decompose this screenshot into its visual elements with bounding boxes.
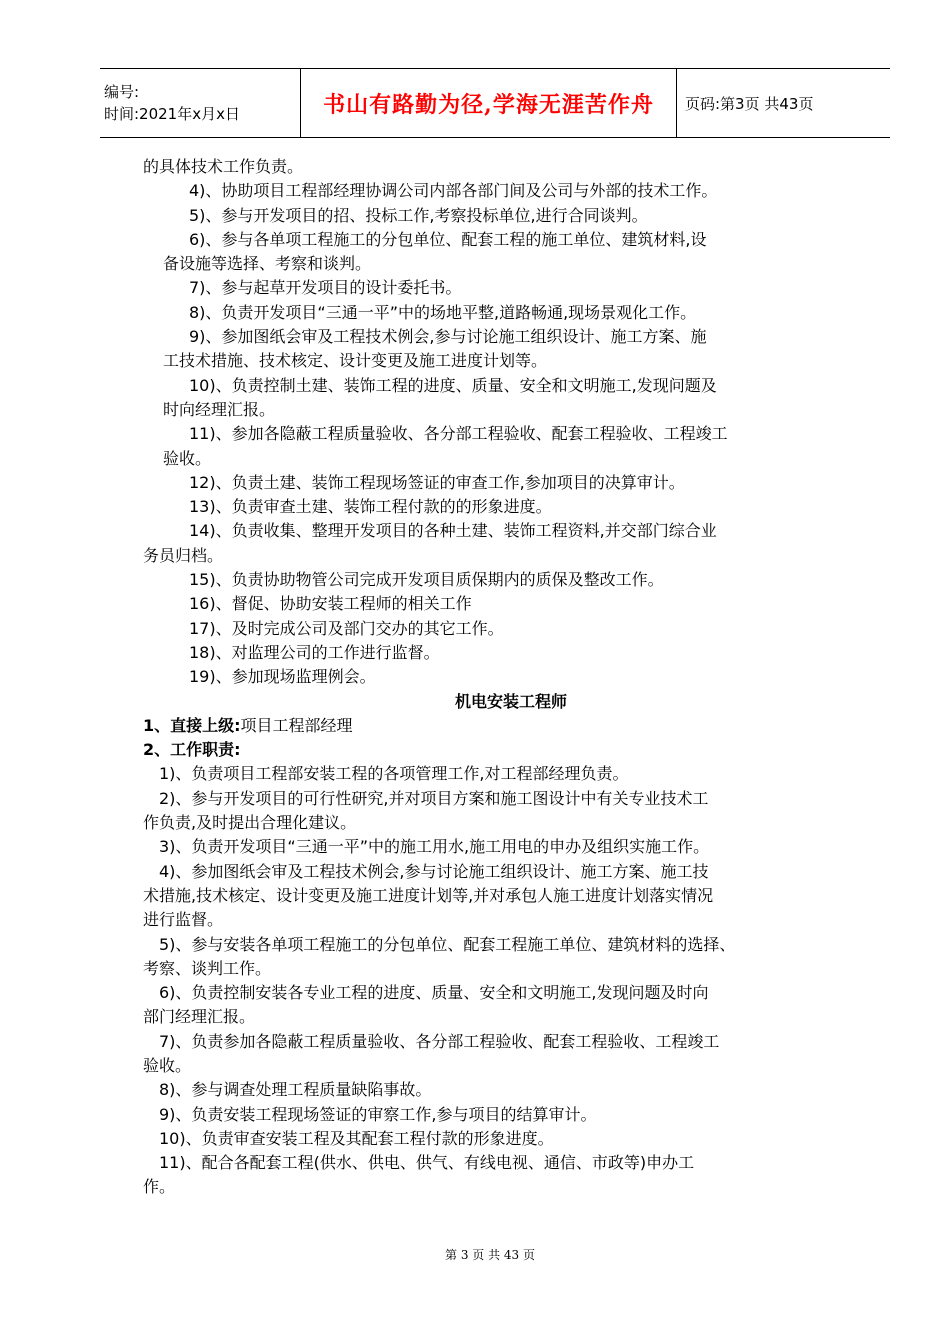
superior-value: 项目工程部经理 <box>240 715 353 735</box>
duty-item: 10)、负责控制土建、装饰工程的进度、质量、安全和文明施工,发现问题及 <box>189 375 717 395</box>
duty-item: 2)、参与开发项目的可行性研究,并对项目方案和施工图设计中有关专业技术工 <box>159 788 709 808</box>
superior-line <box>143 714 859 738</box>
motto-text: 书山有路勤为径,学海无涯苦作舟 <box>323 91 654 118</box>
duty-item: 17)、及时完成公司及部门交办的其它工作。 <box>189 618 504 638</box>
header-motto <box>301 69 677 137</box>
page-number-label: 页码:第3页 共43页 <box>685 94 814 113</box>
duty-item-continuation: 时向经理汇报。 <box>163 399 276 419</box>
duty-item: 13)、负责审查土建、装饰工程付款的的形象进度。 <box>189 497 552 517</box>
duty-item-continuation: 验收。 <box>163 448 212 468</box>
duty-item: 6)、负责控制安装各专业工程的进度、质量、安全和文明施工,发现问题及时向 <box>159 983 709 1003</box>
duty-item-continuation: 部门经理汇报。 <box>143 1007 256 1027</box>
duty-item-continuation: 作负责,及时提出合理化建议。 <box>143 813 357 833</box>
duty-item: 15)、负责协助物管公司完成开发项目质保期内的质保及整改工作。 <box>189 570 664 590</box>
section-title: 机电安装工程师 <box>454 691 567 711</box>
duty-item: 9)、负责安装工程现场签证的审察工作,参与项目的结算审计。 <box>159 1104 597 1124</box>
document-number-label: 编号: <box>104 83 140 101</box>
duty-item: 7)、参与起草开发项目的设计委托书。 <box>189 278 462 298</box>
header-page-info <box>677 69 890 137</box>
page-header <box>100 68 890 138</box>
duty-item-continuation: 作。 <box>143 1177 176 1197</box>
duty-item: 5)、参与开发项目的招、投标工作,考察投标单位,进行合同谈判。 <box>189 205 648 225</box>
duty-item-continuation: 备设施等选择、考察和谈判。 <box>163 254 372 274</box>
document-time-label: 时间:2021年x月x日 <box>104 105 240 123</box>
superior-label: 1、直接上级: <box>143 715 241 735</box>
duty-item: 8)、负责开发项目“三通一平”中的场地平整,道路畅通,现场景观化工作。 <box>189 302 697 322</box>
header-meta <box>100 69 301 137</box>
duty-item-continuation: 验收。 <box>143 1055 192 1075</box>
duty-item-continuation: 考察、谈判工作。 <box>143 958 272 978</box>
duty-item: 4)、参加图纸会审及工程技术例会,参与讨论施工组织设计、施工方案、施工技 <box>159 861 709 881</box>
duty-item: 5)、参与安装各单项工程施工的分包单位、配套工程施工单位、建筑材料的选择、 <box>159 934 736 954</box>
duty-item: 12)、负责土建、装饰工程现场签证的审查工作,参加项目的决算审计。 <box>189 472 685 492</box>
duty-item-continuation: 进行监督。 <box>143 910 224 930</box>
duty-item: 16)、督促、协助安装工程师的相关工作 <box>189 594 472 614</box>
duty-item-continuation: 务员归档。 <box>143 545 224 565</box>
page-footer: 第 3 页 共 43 页 <box>445 1248 535 1262</box>
duty-item: 9)、参加图纸会审及工程技术例会,参与讨论施工组织设计、施工方案、施 <box>189 327 707 347</box>
duty-item: 19)、参加现场监理例会。 <box>189 667 376 687</box>
duty-item: 7)、负责参加各隐蔽工程质量验收、各分部工程验收、配套工程验收、工程竣工 <box>159 1031 720 1051</box>
duty-item: 11)、配合各配套工程(供水、供电、供气、有线电视、通信、市政等)申办工 <box>159 1153 695 1173</box>
duty-item: 4)、协助项目工程部经理协调公司内部各部门间及公司与外部的技术工作。 <box>189 181 718 201</box>
duty-item: 6)、参与各单项工程施工的分包单位、配套工程的施工单位、建筑材料,设 <box>189 229 707 249</box>
duty-item: 11)、参加各隐蔽工程质量验收、各分部工程验收、配套工程验收、工程竣工 <box>189 424 728 444</box>
duties-heading: 2、工作职责: <box>143 740 241 760</box>
document-body <box>143 155 859 1200</box>
duty-item: 14)、负责收集、整理开发项目的各种土建、装饰工程资料,并交部门综合业 <box>189 521 717 541</box>
duty-item-continuation: 工技术措施、技术核定、设计变更及施工进度计划等。 <box>163 351 548 371</box>
duty-item: 3)、负责开发项目“三通一平”中的施工用水,施工用电的申办及组织实施工作。 <box>159 837 710 857</box>
duty-item-continuation: 术措施,技术核定、设计变更及施工进度计划等,并对承包人施工进度计划落实情况 <box>143 885 714 905</box>
duty-item: 8)、参与调查处理工程质量缺陷事故。 <box>159 1080 432 1100</box>
duty-item: 1)、负责项目工程部安装工程的各项管理工作,对工程部经理负责。 <box>159 764 629 784</box>
duty-item: 18)、对监理公司的工作进行监督。 <box>189 642 440 662</box>
duty-item: 10)、负责审查安装工程及其配套工程付款的形象进度。 <box>159 1128 554 1148</box>
body-line: 的具体技术工作负责。 <box>143 157 304 176</box>
